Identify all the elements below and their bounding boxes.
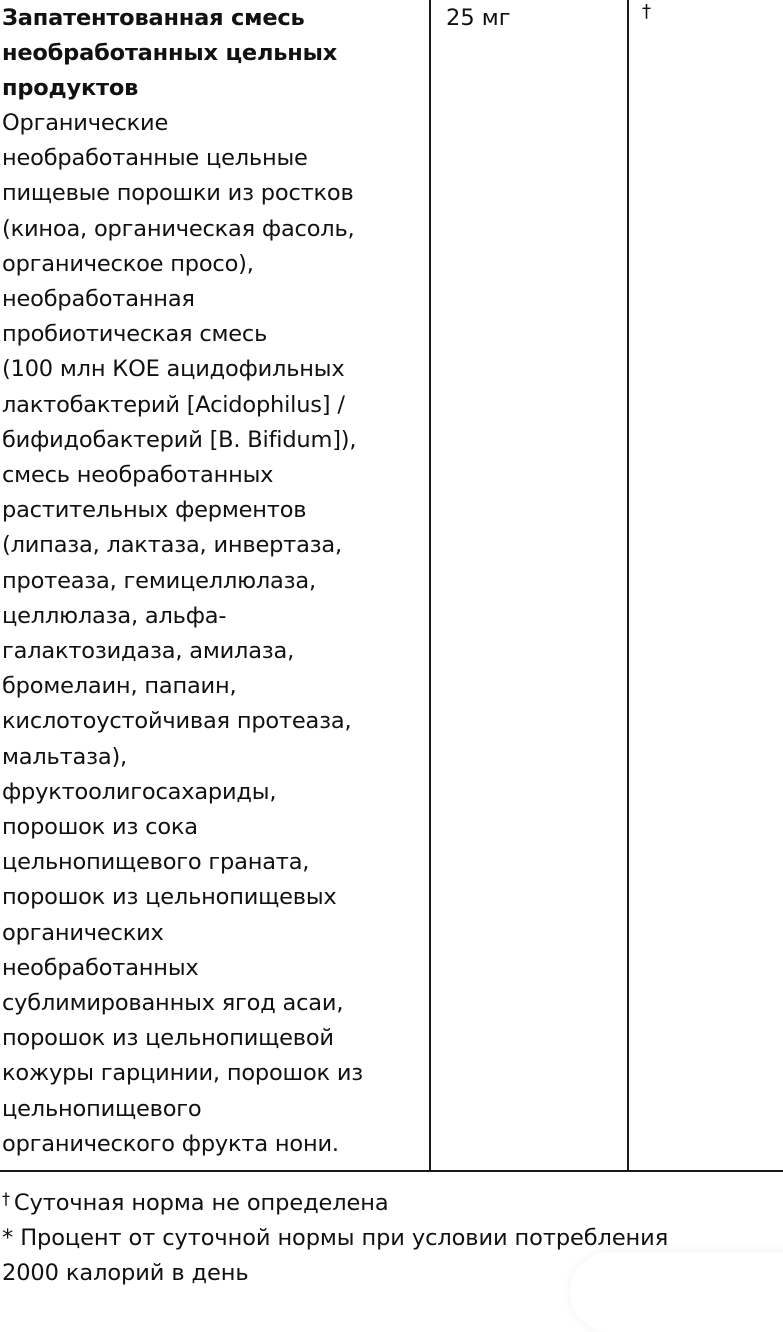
- description-line: порошок из цельнопищевых: [2, 884, 337, 911]
- footnote-text: Процент от суточной нормы при условии потребления: [20, 1225, 669, 1251]
- description-line: смесь необработанных: [2, 462, 274, 489]
- ingredient-name-line: необработанных цельных: [2, 40, 338, 66]
- description-line: необработанная: [2, 286, 195, 313]
- ingredient-description: [2, 106, 426, 1162]
- description-line: порошок из сока: [2, 814, 198, 841]
- description-line: порошок из цельнопищевой: [2, 1025, 334, 1052]
- description-line: сублимированных ягод асаи,: [2, 990, 344, 1017]
- description-line: галактозидаза, амилаза,: [2, 638, 295, 665]
- ingredient-name-line: Запатентованная смесь: [2, 5, 305, 31]
- dagger-mark: †: [2, 1189, 10, 1208]
- column-divider: [627, 0, 629, 1172]
- description-line: лактобактерий [Acidophilus] /: [2, 391, 345, 418]
- footnote-text: Суточная норма не определена: [13, 1190, 389, 1216]
- row-divider: [0, 1170, 783, 1172]
- description-line: фруктоолигосахариды,: [2, 778, 277, 805]
- asterisk-mark: *: [2, 1225, 14, 1251]
- footnote-item: [2, 1221, 783, 1256]
- description-line: бромелаин, папаин,: [2, 673, 237, 700]
- description-line: органического фрукта нони.: [2, 1130, 339, 1157]
- description-line: (киноа, органическая фасоль,: [2, 215, 355, 242]
- daily-value-dagger: †: [642, 1, 651, 22]
- description-line: цельнопищевого: [2, 1095, 202, 1122]
- column-divider: [429, 0, 431, 1172]
- footnote-item: [2, 1181, 783, 1221]
- description-line: (липаза, лактаза, инвертаза,: [2, 532, 342, 559]
- description-line: кислотоустойчивая протеаза,: [2, 708, 352, 735]
- description-line: протеаза, гемицеллюлаза,: [2, 567, 316, 594]
- description-line: необработанные цельные: [2, 145, 308, 172]
- ingredient-cell: [2, 1, 426, 1162]
- description-line: пробиотическая смесь: [2, 321, 268, 348]
- description-line: необработанных: [2, 954, 199, 981]
- description-line: (100 млн КОЕ ацидофильных: [2, 356, 345, 383]
- ingredient-name: [2, 1, 426, 106]
- description-line: цельнопищевого граната,: [2, 849, 310, 876]
- amount-per-serving: 25 мг: [446, 5, 511, 31]
- description-line: мальтаза),: [2, 743, 127, 770]
- description-line: растительных ферментов: [2, 497, 307, 524]
- description-line: кожуры гарцинии, порошок из: [2, 1060, 364, 1087]
- description-line: Органические: [2, 110, 169, 136]
- description-line: пищевые порошки из ростков: [2, 180, 354, 207]
- floating-overlay-edge: [570, 1252, 783, 1332]
- ingredient-name-line: продуктов: [2, 75, 139, 101]
- footnote-text: 2000 калорий в день: [2, 1260, 249, 1286]
- description-line: целлюлаза, альфа-: [2, 602, 227, 629]
- description-line: органических: [2, 919, 164, 946]
- description-line: бифидобактерий [B. Bifidum]),: [2, 426, 357, 453]
- description-line: органическое просо),: [2, 250, 254, 277]
